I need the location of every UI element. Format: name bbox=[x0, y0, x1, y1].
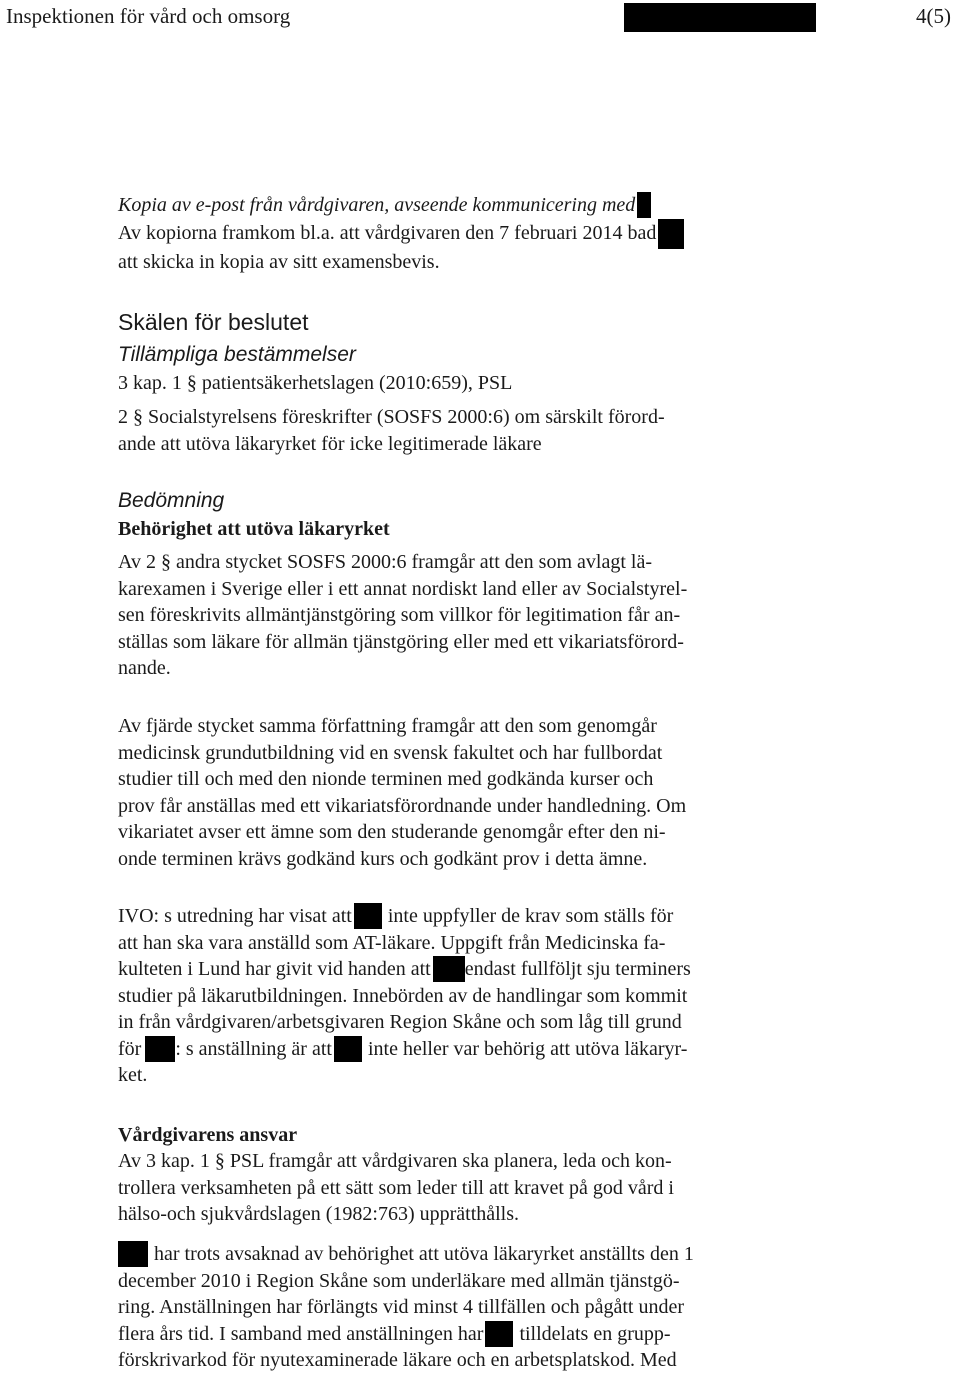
assessment-subheading: Behörighet att utöva läkaryrket bbox=[118, 518, 390, 540]
intro-line-3: att skicka in kopia av sitt examensbevis. bbox=[118, 250, 440, 273]
redaction-block bbox=[624, 3, 816, 32]
responsibility-paragraph-2: har trots avsaknad av behörighet att utöva läkaryrket anställts den 1 december 2010 i Region Skåne som underläkare med allmän tjänstgö- ring. Anställningen har förlängts vid minst 4 tillfällen och pågått under flera års tid. I samband med anställningen har tilldelats en grupp- förskrivarkod för nyutexaminerade läkare och en arbetsplatskod. Med bbox=[118, 1243, 694, 1371]
assessment-heading: Bedömning bbox=[118, 489, 225, 512]
law-reference-2: 2 § Socialstyrelsens föreskrifter (SOSFS 2000:6) om särskilt förord- ande att utöva läkaryrket för icke legitimerade läkare bbox=[118, 406, 665, 455]
redaction-block bbox=[354, 903, 382, 929]
redaction-block bbox=[145, 1036, 175, 1062]
law-reference-1: 3 kap. 1 § patientsäkerhetslagen (2010:659), PSL bbox=[118, 372, 513, 394]
assessment-paragraph-3: IVO: s utredning har visat att inte uppfyller de krav som ställs för att han ska vara anställd som AT-läkare. Uppgift från Medicinska fa- kulteten i Lund har givit vid handen att endast fullföljt sju terminers studier på läkarutbildningen. Innebörden av de handlingar som kommit in från vårdgivaren/arbetsgivaren Region Skåne och som låg till grund för : s anställning är att inte heller var behörig att utöva läkaryr- ket. bbox=[118, 905, 691, 1086]
intro-line-2: Av kopiorna framkom bl.a. att vårdgivaren den 7 februari 2014 bad bbox=[118, 221, 657, 244]
intro-line-1: Kopia av e-post från vårdgivaren, avseende kommunicering med bbox=[118, 194, 636, 216]
responsibility-paragraph-1: Av 3 kap. 1 § PSL framgår att vårdgivaren ska planera, leda och kon- trollera verksamheten på ett sätt som leder till att kravet på god vård i hälso-och sjukvårdslagen (1982:763) upprätthålls. bbox=[118, 1150, 674, 1225]
redaction-block bbox=[118, 1241, 148, 1267]
intro-paragraph bbox=[118, 192, 684, 275]
assessment-paragraph-1: Av 2 § andra stycket SOSFS 2000:6 framgår att den som avlagt lä- karexamen i Sverige eller i ett annat nordiskt land eller av Socialstyrel- sen föreskrivits allmäntjänstgöring som villkor för legitimation får an- ställas som läkare för allmän tjänstgöring eller med ett vikariatsförord- nande. bbox=[118, 551, 688, 679]
redaction-block bbox=[637, 192, 651, 218]
redaction-block bbox=[334, 1036, 362, 1062]
header-org: Inspektionen för vård och omsorg bbox=[6, 4, 291, 28]
section-heading: Skälen för beslutet bbox=[118, 309, 309, 335]
redaction-block bbox=[658, 219, 684, 249]
redaction-block bbox=[433, 956, 465, 982]
section-subheading: Tillämpliga bestämmelser bbox=[118, 343, 356, 366]
page-number: 4(5) bbox=[916, 4, 951, 28]
responsibility-heading: Vårdgivarens ansvar bbox=[118, 1124, 298, 1146]
redaction-block bbox=[485, 1321, 513, 1347]
assessment-paragraph-2: Av fjärde stycket samma författning framgår att den som genomgår medicinsk grundutbildning vid en svensk fakultet och har fullbordat studier till och med den nionde terminen med godkända kurser och prov får anställas med ett vikariatsförordnande under handledning. Om vikariatet avser ett ämne som den studerande genomgår efter den ni- onde terminen krävs godkänd kurs och godkänt prov i detta ämne. bbox=[118, 715, 687, 870]
